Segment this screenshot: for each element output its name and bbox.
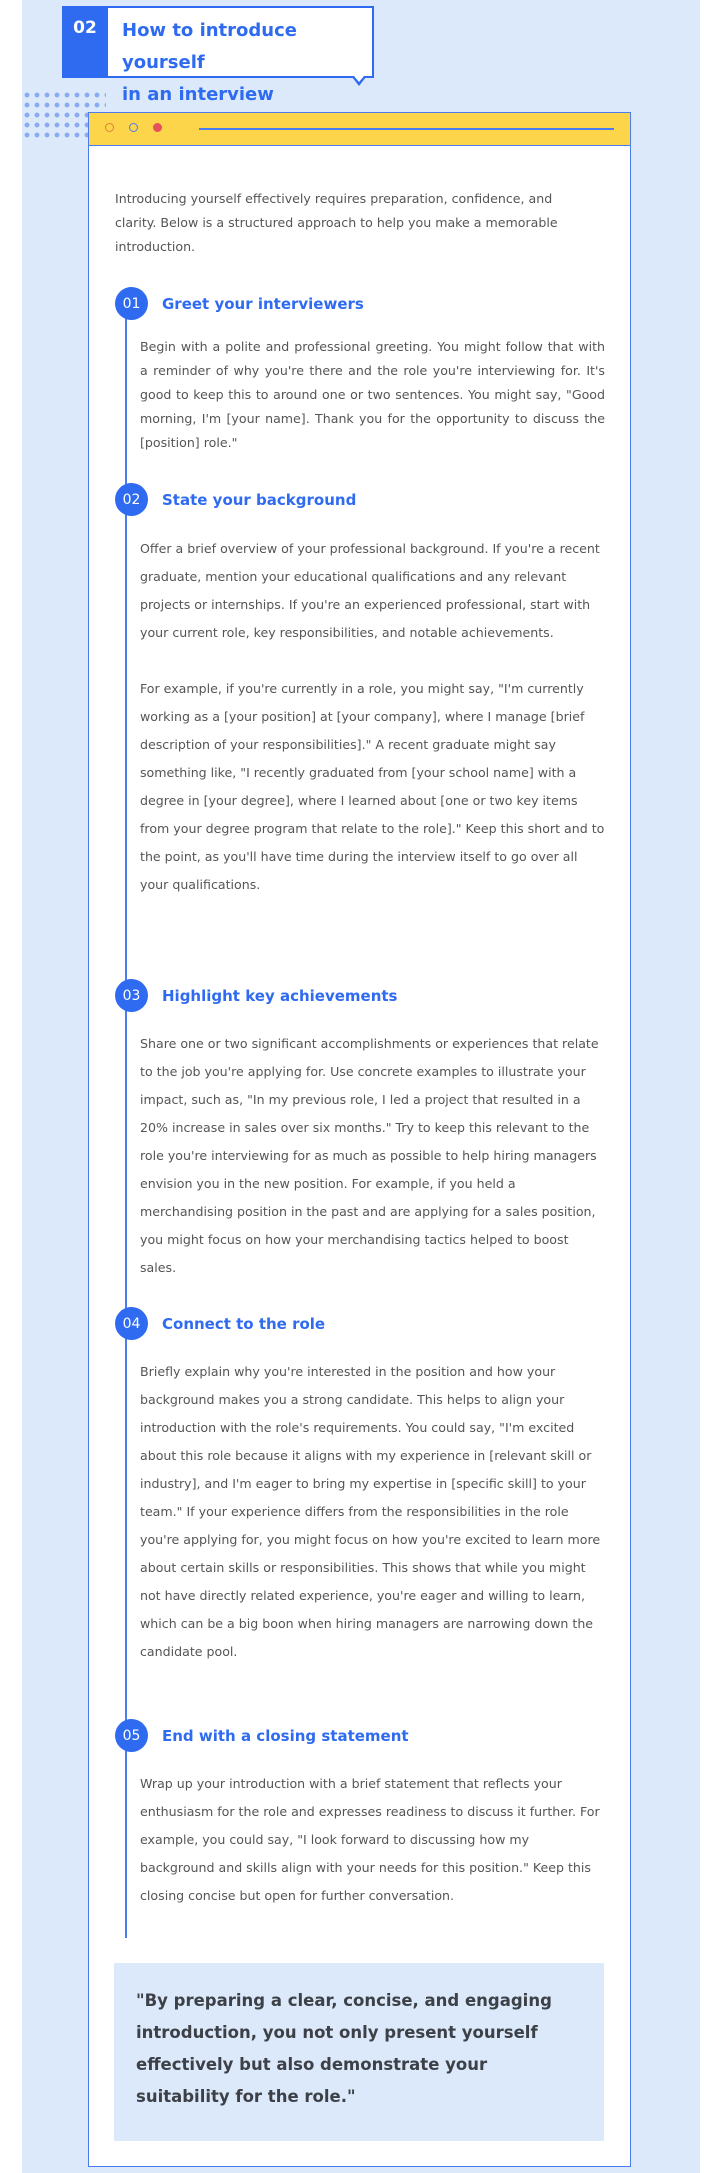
step-5-number-badge: 05 [115,1719,148,1752]
step-4-heading [115,1307,331,1340]
step-3-paragraph: Share one or two significant accomplishments or experiences that relate to the job you're applying for. Use concrete examples to illustrate your impact, such as, "In my previous role, I led a project that resulted in a 20% increase in sales over six months." Try to keep this relevant to the role you're interviewing for as much as possible to help hiring managers envision you in the new position. For example, if you held a merchandising position in the past and are applying for a sales position, you might focus on how your merchandising tactics helped to boost sales. [140,1036,599,1275]
timeline-line [125,308,127,1938]
step-2-body [140,535,605,899]
content-card [88,112,631,2167]
step-3-body [140,1030,605,1282]
step-4-body [140,1358,605,1666]
step-3-title: Highlight key achievements [160,987,404,1005]
step-4-paragraph: Briefly explain why you're interested in the position and how your background makes you a strong candidate. This helps to align your introduction with the role's requirements. You could say, "I'm excited about this role because it aligns with my experience in [relevant skill or industry], and I'm eager to bring my expertise in [specific skill] to your team." If your experience differs from the responsibilities in the role you're applying for, you might focus on how you're excited to learn more about certain skills or responsibilities. This shows that while you might not have directly related experience, you're eager and willing to learn, which can be a big boon when hiring managers are narrowing down the candidate pool. [140,1364,601,1659]
title-bar-line [199,128,614,130]
step-2-paragraph-2: For example, if you're currently in a role, you might say, "I'm currently working as a [your position] at [your company], where I manage [brief description of your responsibilities]." A recent graduate might say something like, "I recently graduated from [your school name] with a degree in [your degree], where I learned about [one or two key items from your degree program that relate to the role]." Keep this short and to the point, as you'll have time during the interview itself to go over all your qualifications. [140,681,605,892]
window-dot-orange-icon [105,123,114,132]
step-5-body [140,1770,605,1910]
step-2-number-badge: 02 [115,483,148,516]
window-dot-red-icon [153,123,162,132]
step-2-paragraph-1: Offer a brief overview of your professional background. If you're a recent graduate, mention your educational qualifications and any relevant projects or internships. If you're an experienced professional, start with your current role, key responsibilities, and notable achievements. [140,541,600,640]
section-title [108,6,374,105]
step-1-heading [115,287,370,320]
card-title-bar [89,113,630,146]
intro-paragraph: Introducing yourself effectively requires preparation, confidence, and clarity. Below is a structured approach to help you make a memorable introduction. [115,191,558,254]
step-1-paragraph: Begin with a polite and professional greeting. You might follow that with a reminder of why you're there and the role you're interviewing for. It's good to keep this to around one or two sentences. You might say, "Good morning, I'm [your name]. Thank you for the opportunity to discuss the [position] role." [140,339,605,450]
step-5-title: End with a closing statement [160,1727,415,1745]
section-number: 02 [62,6,108,78]
closing-quote: "By preparing a clear, concise, and engaging introduction, you not only present yourself effectively but also demonstrate your suitability for the role." [114,1963,604,2141]
step-3-number-badge: 03 [115,979,148,1012]
step-5-paragraph: Wrap up your introduction with a brief statement that reflects your enthusiasm for the role and expresses readiness to discuss it further. For example, you could say, "I look forward to discussing how my background and skills align with your needs for this position." Keep this closing concise but open for further conversation. [140,1776,600,1903]
section-title-line-1: How to introduce yourself [122,20,297,73]
step-1-body [140,335,605,455]
step-4-title: Connect to the role [160,1315,331,1333]
section-title-line-2: in an interview [122,84,274,105]
step-1-number-badge: 01 [115,287,148,320]
window-dot-blue-icon [129,123,138,132]
step-3-heading [115,979,404,1012]
step-1-title: Greet your interviewers [160,295,370,313]
step-2-heading [115,483,362,516]
step-5-heading [115,1719,415,1752]
step-4-number-badge: 04 [115,1307,148,1340]
step-2-title: State your background [160,491,362,509]
section-header [62,6,374,105]
